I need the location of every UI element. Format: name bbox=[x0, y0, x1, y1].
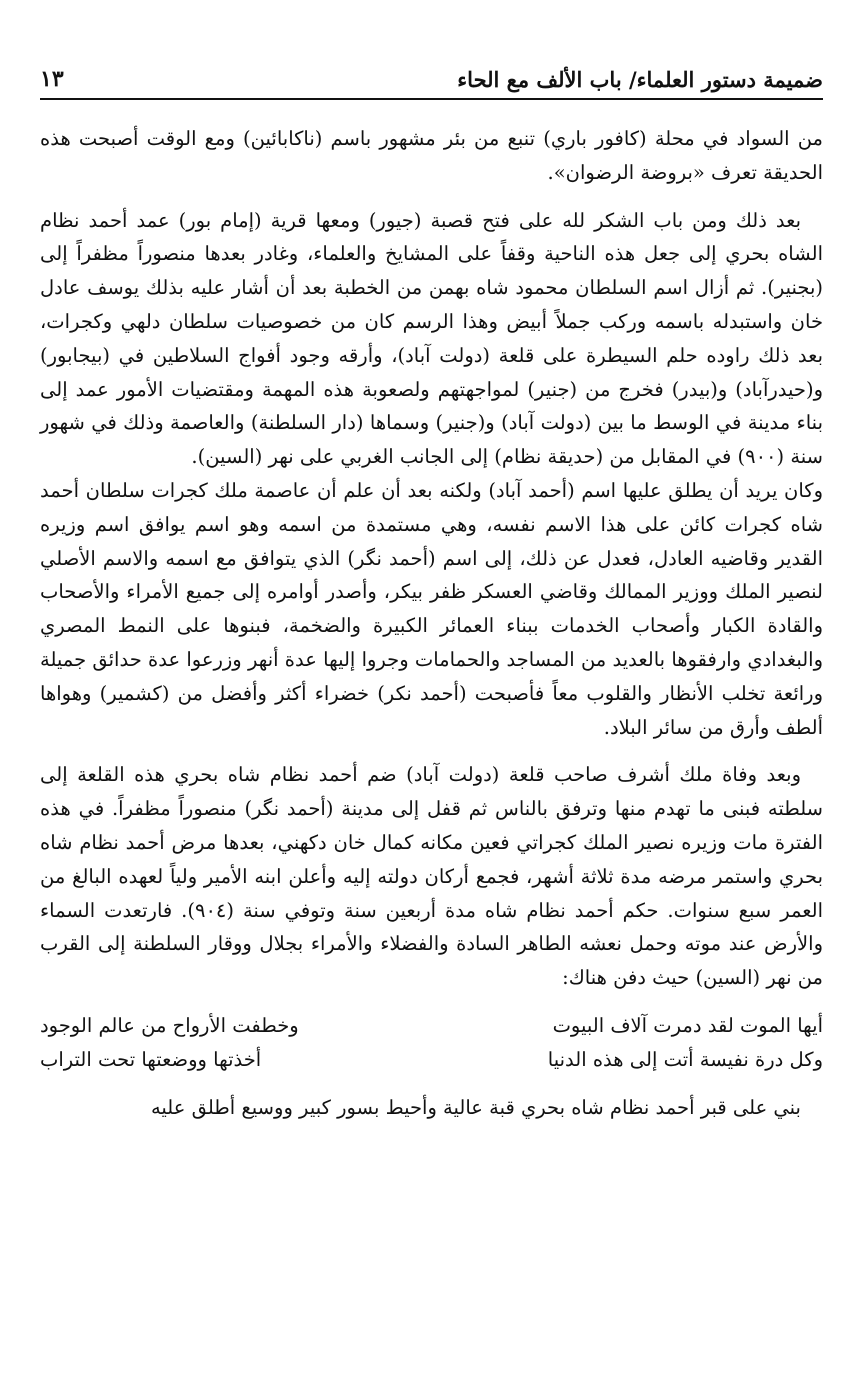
page-number: ١٣ bbox=[40, 66, 64, 92]
poem-second-hemistich: أخذتها ووضعتها تحت التراب bbox=[40, 1047, 262, 1071]
poem-verse bbox=[40, 1043, 823, 1077]
paragraph: وبعد وفاة ملك أشرف صاحب قلعة (دولت آباد) ضم أحمد نظام شاه بحري هذه القلعة إلى سلطته فبنى ما تهدم منها وترفق بالناس ثم قفل إلى مدينة (أحمد نگر) منصوراً مظفراً. في هذه الفترة مات وزيره نصير الملك كجراتي فعين مكانه كمال خان دكهني، بعدها مرض أحمد نظام شاه بحري واستمر مرضه مدة ثلاثة أشهر، فجمع أركان دولته إليه وأعلن ابنه الأمير ولياً لعهده البالغ من العمر سبع سنوات. حكم أحمد نظام شاه مدة أربعين سنة وتوفي سنة (٩٠٤). فارتعدت السماء والأرض عند موته وحمل نعشه الطاهر السادة والفضلاء والأمراء بجلال ووقار السلطنة إلى القرب من نهر (السين) حيث دفن هناك: bbox=[40, 763, 823, 990]
poem bbox=[40, 1009, 823, 1077]
poem-first-hemistich: وكل درة نفيسة أتت إلى هذه الدنيا bbox=[547, 1047, 823, 1071]
paragraph: من السواد في محلة (كافور باري) تنبع من بئر مشهور باسم (ناكابائين) ومع الوقت أصبحت هذه الحديقة تعرف «بروضة الرضوان». bbox=[40, 127, 823, 184]
running-header bbox=[40, 60, 823, 100]
poem-first-hemistich: أيها الموت لقد دمرت آلاف البيوت bbox=[552, 1013, 823, 1037]
closing-paragraph: بني على قبر أحمد نظام شاه بحري قبة عالية وأحيط بسور كبير ووسيع أطلق عليه bbox=[150, 1095, 801, 1119]
header-title: ضميمة دستور العلماء/ باب الألف مع الحاء bbox=[457, 66, 823, 92]
poem-second-hemistich: وخطفت الأرواح من عالم الوجود bbox=[40, 1013, 299, 1037]
poem-verse bbox=[40, 1009, 823, 1043]
paragraph: وكان يريد أن يطلق عليها اسم (أحمد آباد) ولكنه بعد أن علم أن عاصمة ملك كجرات سلطان أحمد شاه كجرات كائن على هذا الاسم نفسه، وهي مستمدة من اسمه وهو اسم يوافق اسم وزيره القدير وقاضيه العادل، فعدل عن ذلك، إلى اسم (أحمد نگر) الذي يتوافق مع اسمه والاسم الأصلي لنصير الملك ووزير الممالك وقاضي العسكر ظفر بيكر، وأصدر أوامره إلى جميع الأمراء والأصحاب والقادة الكبار وأصحاب الخدمات ببناء العمائر الكبيرة والضخمة، فبنوها على النمط المصري والبغدادي وارفقوها بالعديد من المساجد والحمامات وجروا إليها عدة أنهر وزرعوا عدة حدائق جميلة ورائعة تخلب الأنظار والقلوب معاً فأصبحت (أحمد نكر) خضراء أكثر وأفضل من (كشمير) وهواها ألطف وأرق من سائر البلاد. bbox=[40, 478, 823, 739]
page-body bbox=[40, 122, 823, 1124]
paragraph: بعد ذلك ومن باب الشكر لله على فتح قصبة (جيور) ومعها قرية (إمام بور) عمد أحمد نظام الشاه بحري إلى جعل هذه الناحية وقفاً على المشايخ والعلماء، وغادر بعدها منصوراً مظفراً إلى (بجنير). ثم أزال اسم السلطان محمود شاه بهمن من الخطبة بعد أن أشار عليه بذلك يوسف عادل خان واستبدله باسمه وركب جملاً أبيض وهذا الرسم كان من خصوصيات سلطان دلهي وكجرات، بعد ذلك راوده حلم السيطرة على قلعة (دولت آباد)، وأرقه وجود أفواج السلاطين في (بيجابور) و(حيدرآباد) و(بيدر) فخرج من (جنير) لمواجهتهم ولصعوبة هذه المهمة ومقتضيات الأمور عمد إلى بناء مدينة في الوسط ما بين (دولت آباد) و(جنير) وسماها (دار السلطنة) والعاصمة وذلك في شهور سنة (٩٠٠) في المقابل من (حديقة نظام) إلى الجانب الغربي على نهر (السين). bbox=[40, 208, 824, 469]
